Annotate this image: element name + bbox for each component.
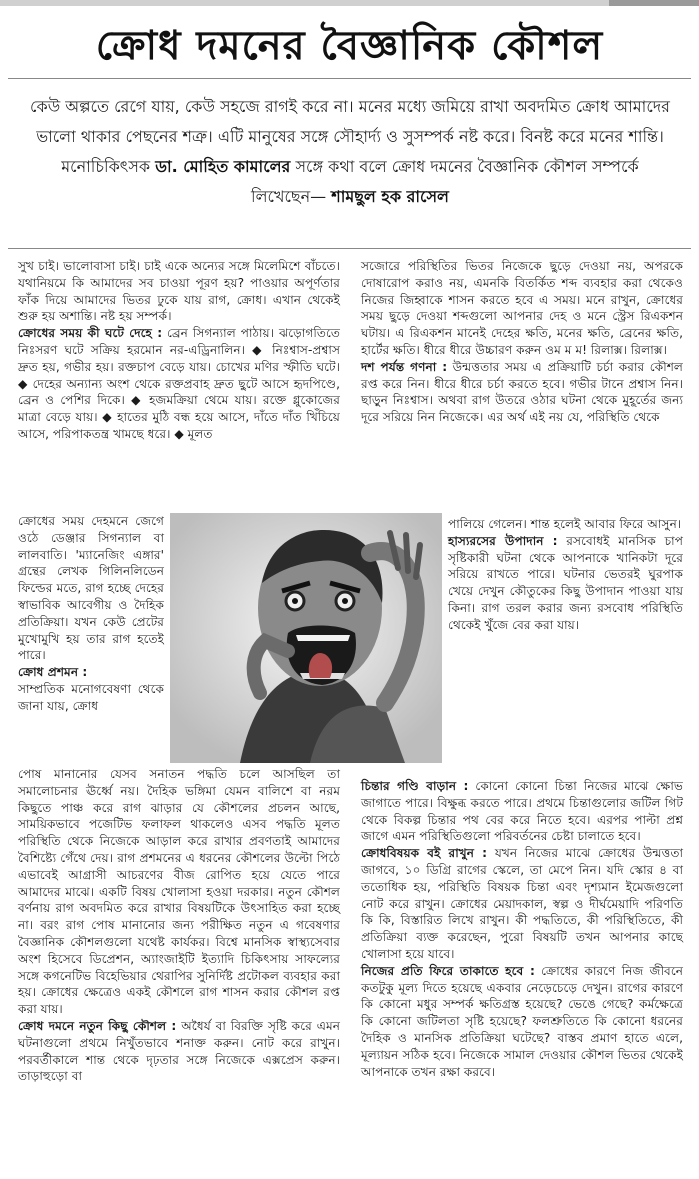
col2-heading-2: হাস্যরসের উপাদান : [448,533,558,548]
col2-para-5-text: কোনো কোনো চিন্তা নিজের মাঝে ক্ষোভ জাগাতে পারে। বিক্ষুব্ধ করতে পারে। প্রথমে চিন্তাগুলোর জটিল গিট থেকে বিকল্প চিন্তার পথ বের করে নিতে হবে। এরপর পাল্টা প্রশ্ন জাগে এমন পরিস্থিতিগুলো পরিবর্তনের চেষ্টা চালাতে হবে। [361,779,683,844]
column-2-bottom [361,778,683,1080]
column-2-top [361,258,683,426]
col2-para-3: পালিয়ে গেলেন। শান্ত হলেই আবার ফিরে আসুন। [448,517,682,531]
col1-para-6-text: অধৈর্য বা বিরক্তি সৃষ্টি করে এমন ঘটনাগুলো প্রথমে নিখুঁতভাবে শনাক্ত করুন। নোট করে রাখুন। পরবর্তীকালে শান্ত থেকে দৃঢ়তার সঙ্গে নিজেকে এক্সপ্রেস করুন। তাড়াহুড়ো বা [18,1018,341,1084]
article-title: ক্রোধ দমনের বৈজ্ঞানিক কৌশল [95,22,604,69]
col2-para-2-text: উন্মত্ততার সময় এ প্রক্রিয়াটি চর্চা করার কৌশল রপ্ত করে নিন। ধীরে ধীরে চর্চা করতে হবে। গভীর টানে প্রশ্বাস নিন। ছাড়ুন নিঃশ্বাস। অথবা রাগ উতরে ওঠার ঘটনা থেকে মুহূর্তের জন্য দূরে সরিয়ে নিন নিজেকে। এর অর্থ এই নয় যে, পরিস্থিতি থেকে [361,359,684,425]
col2-para-2 [361,359,683,426]
col1-para-6 [18,1018,340,1085]
col2-para-7-text: ক্রোধের কারণে নিজ জীবনে কতটুকু মূল্য দিতে হয়েছে একবার নেড়েচেড়ে দেখুন। রাগের কারণে কি কোনো মধুর সম্পর্ক ক্ষতিগ্রস্ত হয়েছে? ভেঙে গেছে? কর্মক্ষেত্রে কি কোনো জটিলতা সৃষ্টি হয়েছে? ফলশ্রুতিতে কি কোনো ধরনের দৈহিক ও মানসিক প্রতিক্রিয়া ঘটেছে? বাস্তব প্রমাণ হাতে এলে, মূল্যায়ন সঠিক হবে। নিজেকে সামাল দেওয়ার কৌশল ভিতর থেকেই আপনাকে তখন রক্ষা করবে। [361,963,684,1079]
column-1-bottom [18,766,340,1085]
col2-para-6-text: যখন নিজের মাঝে ক্রোধের উন্মত্ততা জাগবে, ১০ ডিগ্রি রাগের স্কেলে, তা মেপে নিন। যদি স্কোর ৪ বা ততোধিক হয়, পরিস্থিতি বিষয়ক চিন্তা এবং দৃশ্যমান ইমেজগুলো নোট করে রাখুন। ক্রোধের মেয়াদকাল, স্বল্প ও দীর্ঘমেয়াদি পরিণতি কি কি, বিস্তারিত লিখে রাখুন। কী পদ্ধতিতে, কী পরিস্থিতিতে, কী প্রতিক্রিয়া ব্যক্ত করেছেন, পুরো বিষয়টি তখন আপনার কাছে খোলাসা হয়ে যাবে। [361,846,684,961]
angry-man-illustration [170,513,442,763]
intro-block [30,92,670,212]
col2-para-4-text: রসবোধই মানসিক চাপ সৃষ্টিকারী ঘটনা থেকে আপনাকে খানিকটা দূরে সরিয়ে রাখতে পারে। ঘটনার ভেতরই ঘুরপাক খেয়ে দেখুন কৌতুকের কিছু উপাদান পাওয়া যায় কিনা। রাগ তরল করার জন্য রসবোধ পরিস্থিতি থেকেই খুঁজে বের করা যায়। [448,533,683,632]
intro-doctor: ডা. মোহিত কামালের [155,157,291,176]
col1-heading-2: ক্রোধ প্রশমন : [18,665,88,680]
col2-para-7 [361,963,683,1081]
intro-text: কেউ অল্পতে রেগে যায়, কেউ সহজে রাগই করে না। মনের মধ্যে জমিয়ে রাখা অবদমিত ক্রোধ আমাদের ভালো থাকার পেছনের শত্রু। এটি মানুষের সঙ্গে সৌহার্দ্য ও সুসম্পর্ক নষ্ট করে। বিনষ্ট করে মনের শান্তি। মনোচিকিৎসক [30,97,670,176]
top-bar [0,0,699,6]
intro-author: শামছুল হক রাসেল [331,187,449,206]
col1-heading-3: ক্রোধ দমনে নতুন কিছু কৌশল : [18,1018,177,1033]
col2-para-4 [448,533,683,634]
col2-heading-1: দশ পর্যন্ত গণনা : [361,359,448,374]
col1-heading-1: ক্রোধের সময় কী ঘটে দেহে : [18,326,163,341]
col1-para-2 [18,325,340,443]
col1-para-2-text: ব্রেন সিগন্যাল পাঠায়। ঝড়োগতিতে নিঃসরণ ঘটে সক্রিয় হরমোন নর-এড্রিনালিন। ◆ নিঃশ্বাস-প্রশ্বাস দ্রুত হয়, গভীর হয়। রক্তচাপ বেড়ে যায়। চোখের মণির স্ফীতি ঘটে। ◆ দেহের অন্যান্য অংশ থেকে রক্তপ্রবাহ দ্রুত ছুটে আসে হৃদপিণ্ডে, ব্রেন ও পেশির দিকে। ◆ হজমক্রিয়া থেমে যায়। রক্তে গ্লুকোজের মাত্রা বেড়ে যায়। ◆ হাতের মুঠি বন্ধ হয়ে আসে, দাঁতে দাঁত খিঁচিয়ে আসে, পরিপাকতন্ত্র খামছে ধরে। ◆ মূলত [18,326,341,441]
col1-para-4: সাম্প্রতিক মনোগবেষণা থেকে জানা যায়, ক্রোধ [18,681,164,713]
angry-man-photo [170,513,442,763]
col1-para-3: ক্রোধের সময় দেহমনে জেগে ওঠে ডেঞ্জার সিগন্যাল বা লালবাতি। 'ম্যানেজিং এঙ্গার' গ্রন্থের লেখক গিলিনলিডেন ফিল্ডের মতে, রাগ হচ্ছে দেহের স্বাভাবিক আবেগীয় ও দৈহিক প্রতিক্রিয়া। যখন কেউ প্রেটের মুখোমুখি হয় তার রাগ হতেই পারে। [18,514,164,663]
col2-para-6 [361,845,683,963]
col1-para-5: পোষ মানানোর যেসব সনাতন পদ্ধতি চলে আসছিল তা সমালোচনার ঊর্ধ্বে নয়। দৈহিক ভঙ্গিমা যেমন বালিশে বা নরম কিছুতে পাঞ্চ করে রাগ ঝাড়ার যে কৌশলের প্রচলন আছে, সাময়িকভাবে পজেটিভ ফলাফল থাকলেও এসব পদ্ধতি মূলত পরিস্থিতি থেকে নিজেকে আড়াল করে রাখার প্রবণতাই আমাদের বৈশিষ্ট্যে গেঁথে দেয়। রাগ প্রশমনের এ ধরনের কৌশলের উল্টো পিঠে এভাবেই আগ্রাসী আচরণের বীজ রোপিত হয়ে যেতে পারে আমাদের মাঝে। একটি বিষয় খোলাসা হওয়া দরকার। নতুন কৌশল বর্ণনায় রাগ অবদমিত করে রাখার বিষয়টিকে উৎসাহিত করা হচ্ছে না। বরং রাগ পোষ মানানোর জন্য পরীক্ষিত নতুন এ গবেষণার বৈজ্ঞানিক কৌশলগুলো যথেষ্ট কার্যকর। বিশ্বে মানসিক স্বাস্থ্যসেবার অংশ হিসেবে ডিপ্রেশন, অ্যাংজাইটি ইত্যাদি চিকিৎসায় সাফল্যের সঙ্গে কগনেটিভ বিহেভিয়ার থেরাপির সুনির্দিষ্ট প্রটোকল ব্যবহার করা হয়। ক্রোধের ক্ষেত্রেও একই কৌশলে রাগ শাসন করার কৌশল রপ্ত করা যায়। [18,767,340,1017]
col1-para-1: সুখ চাই। ভালোবাসা চাই। চাই একে অন্যের সঙ্গে মিলেমিশে বাঁচতে। যথানিয়মে কি আমাদের সব চাওয়া পূরণ হয়? পাওয়ার অপূর্ণতার ফাঁক দিয়ে আমাদের ভিতর ঢুকে যায় রাগ, ক্রোধ। এখান থেকেই শুরু হয় অশান্তি। নষ্ট হয় সম্পর্ক। [18,259,340,324]
intro-text-2: সঙ্গে কথা বলে ক্রোধ দমনের বৈজ্ঞানিক কৌশল সম্পর্কে লিখেছেন— [251,157,639,206]
column-2-narrow [448,516,683,634]
intro-rule [8,248,691,249]
col2-heading-4: ক্রোধবিষয়ক বই রাখুন : [361,846,488,861]
col2-heading-5: নিজের প্রতি ফিরে তাকাতে হবে : [361,963,535,978]
title-rule [8,78,691,79]
col2-heading-3: চিন্তার গণ্ডি বাড়ান : [361,779,469,793]
top-bar-accent [609,0,699,6]
col2-para-1: সজোরে পরিস্থিতির ভিতর নিজেকে ছুড়ে দেওয়া নয়, অপরকে দোষারোপ করাও নয়, এমনকি বিতর্কিত শব্দ ব্যবহার করা থেকেও নিজের জিহ্বাকে শাসন করতে হবে এ সময়। মনে রাখুন, ক্রোধের সময় ছুড়ে দেওয়া শব্দগুলো আপনার দেহ ও মনে স্ট্রেস রিএকশন ঘটায়। এ রিএকশন মানেই দেহের ক্ষতি, মনের ক্ষতি, ব্রেনের ক্ষতি, হার্টের ক্ষতি। ধীরে ধীরে উচ্চারণ করুন ওম ম ম! রিলাক্স। রিলাক্স। [361,259,683,357]
column-1-narrow [18,513,164,715]
column-1-top [18,258,340,443]
col2-para-5 [361,778,683,845]
